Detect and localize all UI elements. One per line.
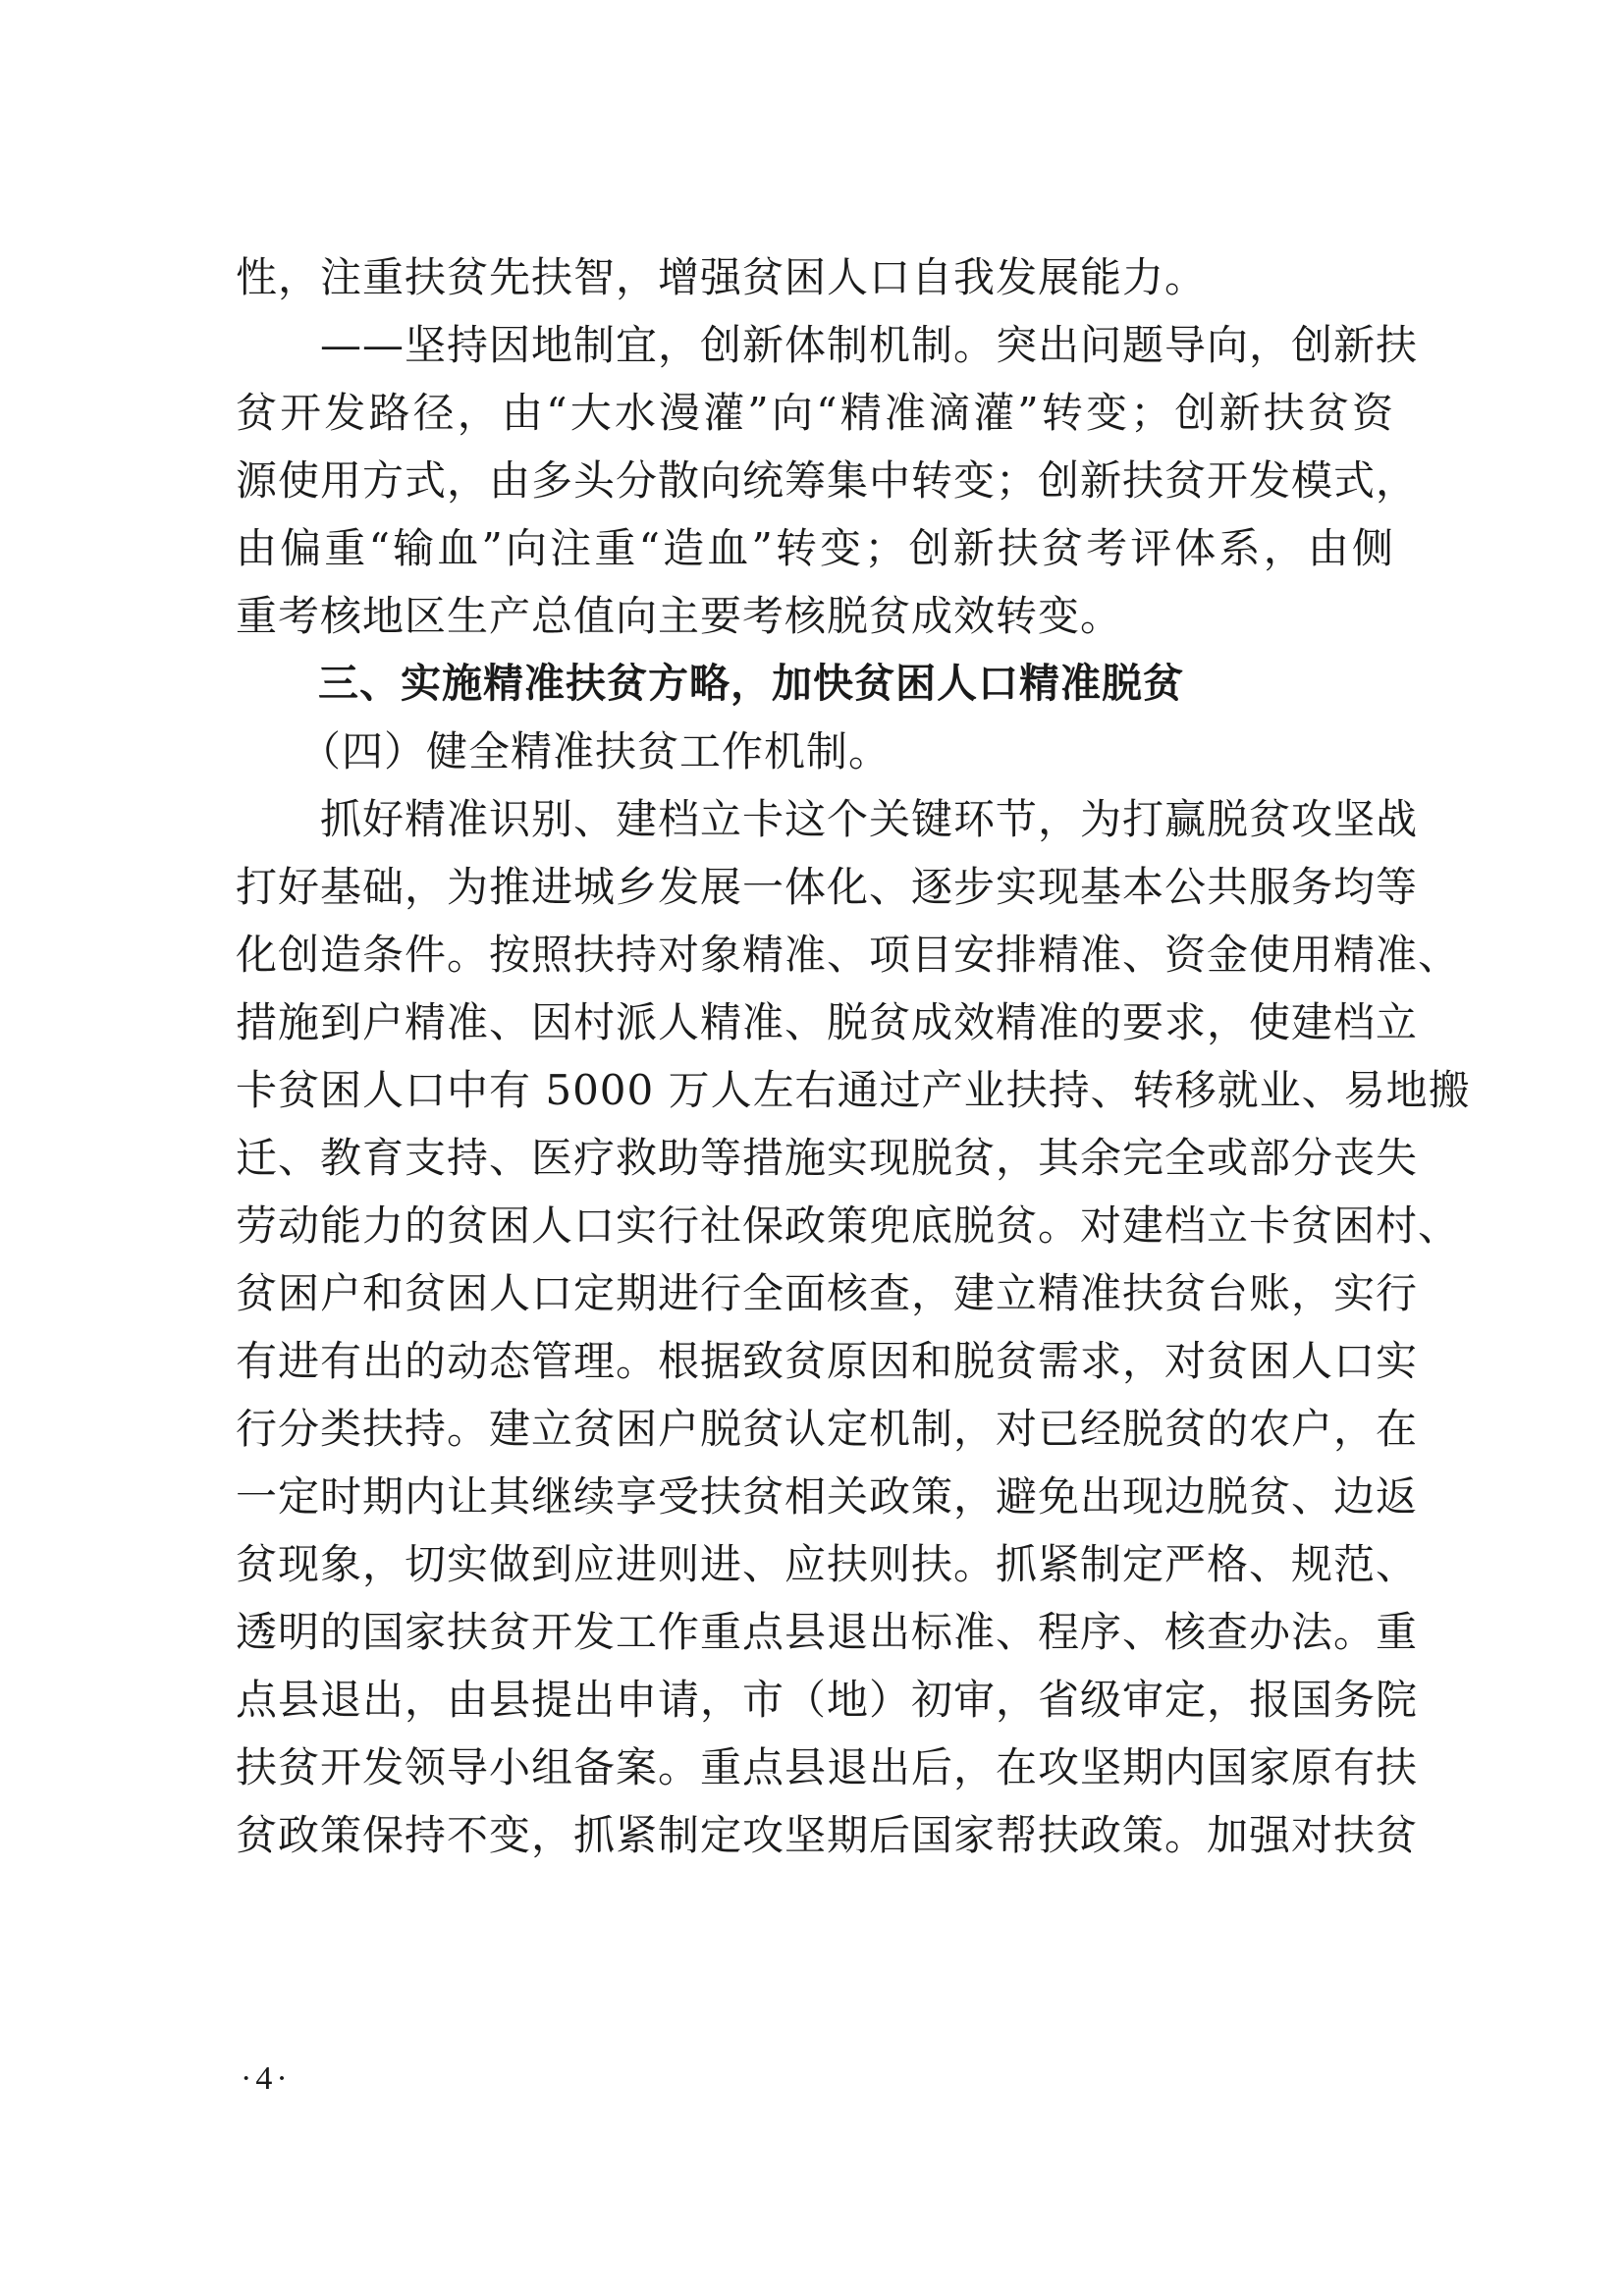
paragraph-line: 贫现象，切实做到应进则进、应扶则扶。抓紧制定严格、规范、 [236,1540,1419,1588]
paragraph-line: 由偏重“输血”向注重“造血”转变；创新扶贫考评体系，由侧 [236,524,1394,572]
document-body [236,243,1471,1869]
paragraph-line: 源使用方式，由多头分散向统筹集中转变；创新扶贫开发模式， [236,456,1419,505]
paragraph-line: 透明的国家扶贫开发工作重点县退出标准、程序、核查办法。重 [236,1608,1419,1656]
paragraph-line: 行分类扶持。建立贫困户脱贫认定机制，对已经脱贫的农户，在 [236,1405,1419,1453]
paragraph-line: 有进有出的动态管理。根据致贫原因和脱贫需求，对贫困人口实 [236,1337,1419,1385]
paragraph-line: 点县退出，由县提出申请，市（地）初审，省级审定，报国务院 [236,1676,1419,1724]
paragraph-line: 性，注重扶贫先扶智，增强贫困人口自我发展能力。 [236,253,1208,301]
paragraph-line: 迁、教育支持、医疗救助等措施实现脱贫，其余完全或部分丧失 [236,1134,1419,1182]
paragraph-line: ——坚持因地制宜，创新体制机制。突出问题导向，创新扶 [236,321,1419,369]
paragraph-line: 抓好精准识别、建档立卡这个关键环节，为打赢脱贫攻坚战 [236,795,1419,843]
paragraph-line: 措施到户精准、因村派人精准、脱贫成效精准的要求，使建档立 [236,998,1419,1046]
paragraph-line: 化创造条件。按照扶持对象精准、项目安排精准、资金使用精准、 [236,931,1461,979]
page-number: ·4· [241,2060,292,2097]
paragraph-line: 贫政策保持不变，抓紧制定攻坚期后国家帮扶政策。加强对扶贫 [236,1811,1419,1859]
paragraph-line: 扶贫开发领导小组备案。重点县退出后，在攻坚期内国家原有扶 [236,1743,1419,1791]
paragraph-line: 贫困户和贫困人口定期进行全面核查，建立精准扶贫台账，实行 [236,1269,1419,1317]
subsection-heading: （四）健全精准扶贫工作机制。 [236,727,892,775]
paragraph-line: 打好基础，为推进城乡发展一体化、逐步实现基本公共服务均等 [236,863,1419,911]
section-heading: 三、实施精准扶贫方略，加快贫困人口精准脱贫 [236,660,1184,707]
paragraph-line: 贫开发路径，由“大水漫灌”向“精准滴灌”转变；创新扶贫资 [236,389,1394,437]
paragraph-line: 卡贫困人口中有 5000 万人左右通过产业扶持、转移就业、易地搬 [236,1066,1471,1114]
paragraph-line: 劳动能力的贫困人口实行社保政策兜底脱贫。对建档立卡贫困村、 [236,1201,1461,1250]
paragraph-line: 重考核地区生产总值向主要考核脱贫成效转变。 [236,592,1123,640]
paragraph-line: 一定时期内让其继续享受扶贫相关政策，避免出现边脱贫、边返 [236,1472,1419,1521]
